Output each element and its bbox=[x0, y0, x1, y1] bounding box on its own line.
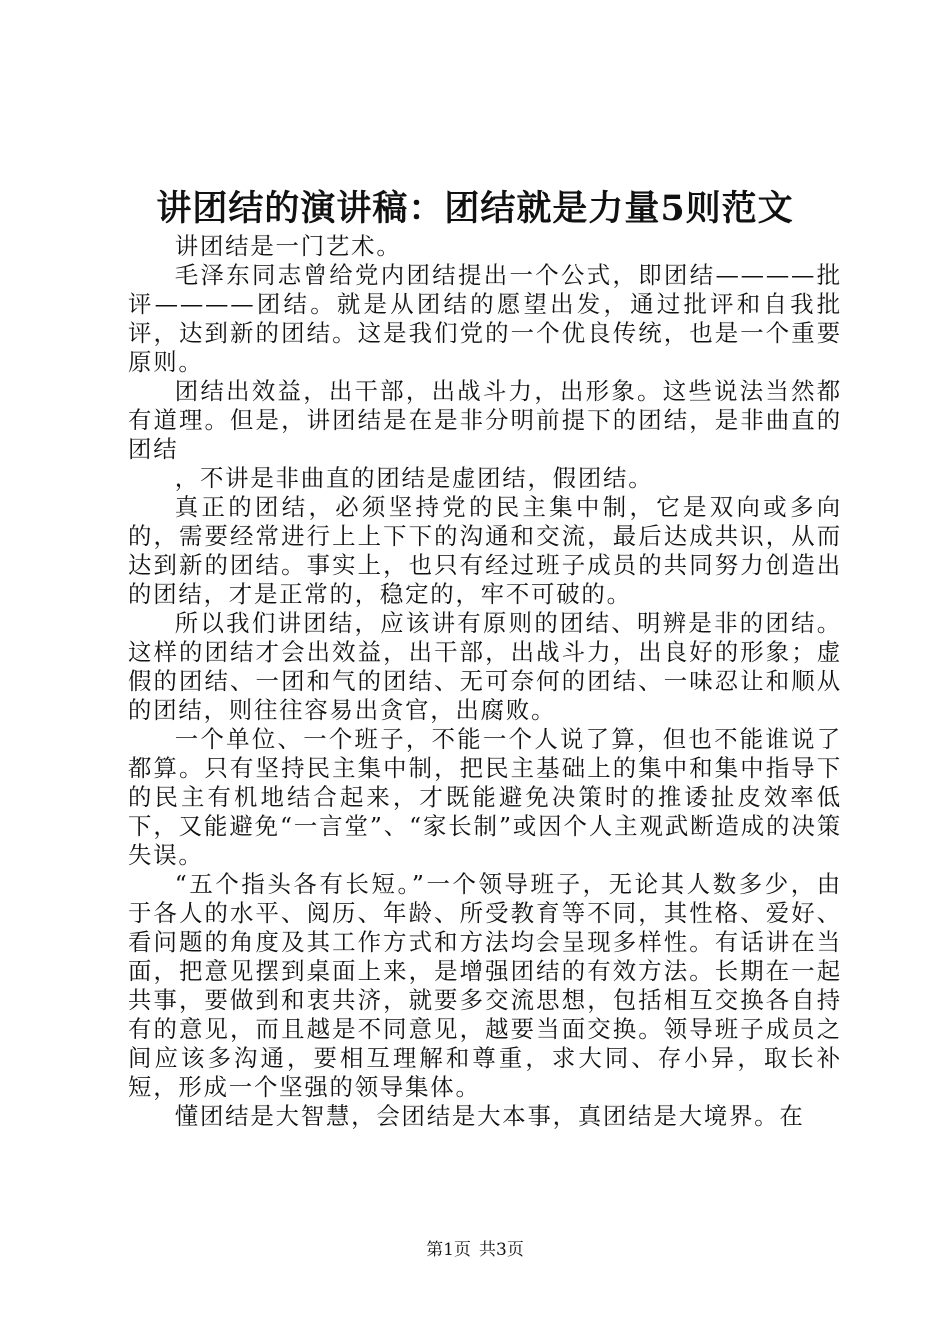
document-body bbox=[128, 232, 842, 1131]
page-count: 共3页 bbox=[479, 1240, 524, 1260]
paragraph: 一个单位、一个班子，不能一个人说了算，但也不能谁说了都算。只有坚持民主集中制，把民主基础上的集中和集中指导下的民主有机地结合起来，才既能避免决策时的推诿扯皮效率低下，又能避免“一言堂”、“家长制”或因个人主观武断造成的决策失误。 bbox=[128, 725, 842, 869]
paragraph: ，不讲是非曲直的团结是虚团结，假团结。 bbox=[174, 464, 654, 492]
paragraph: 讲团结是一门艺术。 bbox=[174, 232, 402, 260]
paragraph: “五个指头各有长短。”一个领导班子，无论其人数多少，由于各人的水平、阅历、年龄、所受教育等不同，其性格、爱好、看问题的角度及其工作方式和方法均会呈现多样性。有话讲在当面，把意见摆到桌面上来，是增强团结的有效方法。长期在一起共事，要做到和衷共济，就要多交流思想，包括相互交换各自持有的意见，而且越是不同意见，越要当面交换。领导班子成员之间应该多沟通，要相互理解和尊重，求大同、存小异，取长补短，形成一个坚强的领导集体。 bbox=[128, 870, 842, 1101]
paragraph: 懂团结是大智慧，会团结是大本事，真团结是大境界。在 bbox=[174, 1102, 805, 1130]
page-footer bbox=[0, 1238, 950, 1262]
paragraph: 真正的团结，必须坚持党的民主集中制，它是双向或多向的，需要经常进行上上下下的沟通和交流，最后达成共识，从而达到新的团结。事实上，也只有经过班子成员的共同努力创造出的团结，才是正常的，稳定的，牢不可破的。 bbox=[128, 493, 842, 608]
document-title: 讲团结的演讲稿：团结就是力量5则范文 bbox=[156, 188, 794, 229]
page-number: 第1页 bbox=[426, 1240, 471, 1260]
paragraph: 毛泽东同志曾给党内团结提出一个公式，即团结————批评————团结。就是从团结的愿望出发，通过批评和自我批评，达到新的团结。这是我们党的一个优良传统，也是一个重要原则。 bbox=[128, 261, 842, 376]
paragraph: 团结出效益，出干部，出战斗力，出形象。这些说法当然都有道理。但是，讲团结是在是非分明前提下的团结，是非曲直的团结 bbox=[128, 377, 842, 463]
paragraph: 所以我们讲团结，应该讲有原则的团结、明辨是非的团结。这样的团结才会出效益，出干部，出战斗力，出良好的形象；虚假的团结、一团和气的团结、无可奈何的团结、一味忍让和顺从的团结，则往往容易出贪官，出腐败。 bbox=[128, 609, 842, 724]
